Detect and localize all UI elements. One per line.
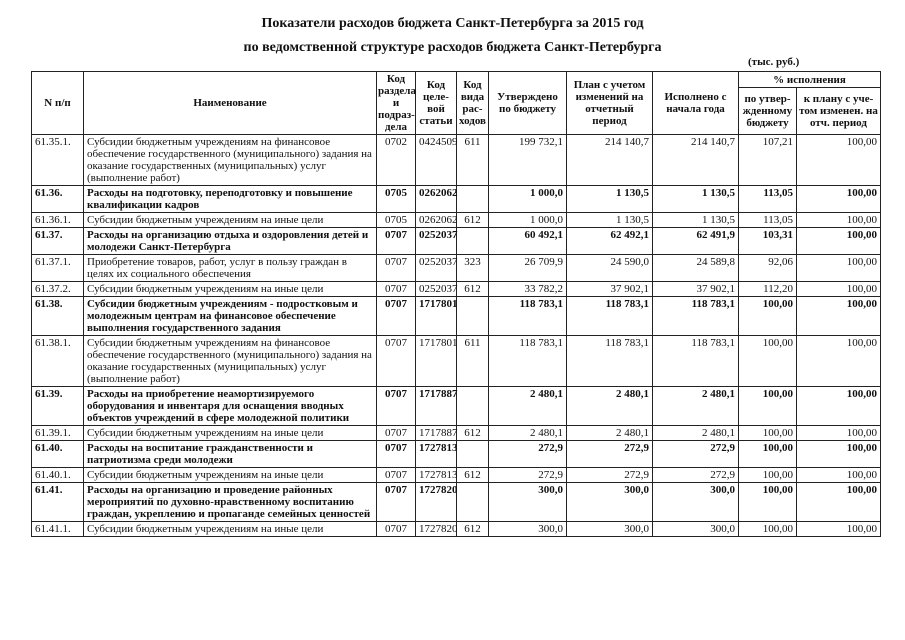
row-pct-plan: 100,00 xyxy=(797,336,881,387)
row-razdel: 0707 xyxy=(377,297,416,336)
row-razdel: 0707 xyxy=(377,336,416,387)
row-statya: 1727820 xyxy=(416,522,457,537)
row-statya: 1727813 xyxy=(416,441,457,468)
row-razdel: 0705 xyxy=(377,213,416,228)
row-name: Субсидии бюджетным учреждениям на финансовое обеспечение государственного (муниципального) задания на оказание государственных (муниципальных) услуг (выполнение работ) xyxy=(84,135,377,186)
row-pct-approved: 100,00 xyxy=(739,441,797,468)
row-razdel: 0707 xyxy=(377,522,416,537)
row-razdel: 0707 xyxy=(377,441,416,468)
row-pct-approved: 92,06 xyxy=(739,255,797,282)
row-pct-plan: 100,00 xyxy=(797,522,881,537)
table-row xyxy=(32,441,881,468)
table-row xyxy=(32,135,881,186)
row-approved: 1 000,0 xyxy=(489,186,567,213)
row-pct-approved: 100,00 xyxy=(739,483,797,522)
row-approved: 1 000,0 xyxy=(489,213,567,228)
row-razdel: 0705 xyxy=(377,186,416,213)
row-pct-plan: 100,00 xyxy=(797,282,881,297)
row-executed: 2 480,1 xyxy=(653,387,739,426)
row-approved: 272,9 xyxy=(489,441,567,468)
row-executed: 2 480,1 xyxy=(653,426,739,441)
row-name: Субсидии бюджетным учреждениям на иные цели xyxy=(84,213,377,228)
row-vid: 323 xyxy=(457,255,489,282)
row-executed: 62 491,9 xyxy=(653,228,739,255)
row-pct-approved: 100,00 xyxy=(739,336,797,387)
row-statya: 1727820 xyxy=(416,483,457,522)
row-executed: 118 783,1 xyxy=(653,336,739,387)
row-statya: 0424509 xyxy=(416,135,457,186)
row-pct-approved: 100,00 xyxy=(739,297,797,336)
row-name: Приобретение товаров, работ, услуг в пользу граждан в целях их социального обеспечения xyxy=(84,255,377,282)
budget-table xyxy=(31,71,881,537)
row-pct-approved: 100,00 xyxy=(739,522,797,537)
row-vid: 611 xyxy=(457,336,489,387)
row-approved: 33 782,2 xyxy=(489,282,567,297)
row-num: 61.37. xyxy=(32,228,84,255)
row-statya: 0252037 xyxy=(416,282,457,297)
col-header-num: N п/п xyxy=(32,72,84,135)
row-razdel: 0707 xyxy=(377,426,416,441)
report-title-line-1: Показатели расходов бюджета Санкт-Петербурга за 2015 год xyxy=(261,16,644,31)
table-row xyxy=(32,522,881,537)
row-vid: 612 xyxy=(457,282,489,297)
row-statya: 0262062 xyxy=(416,213,457,228)
row-pct-approved: 113,05 xyxy=(739,213,797,228)
row-plan: 37 902,1 xyxy=(567,282,653,297)
row-pct-plan: 100,00 xyxy=(797,387,881,426)
row-vid xyxy=(457,297,489,336)
row-vid xyxy=(457,483,489,522)
row-num: 61.38.1. xyxy=(32,336,84,387)
row-name: Расходы на приобретение неамортизируемого оборудования и инвентаря для оснащения вводных объектов учреждений в сфере молодежной политики xyxy=(84,387,377,426)
row-plan: 118 783,1 xyxy=(567,336,653,387)
row-pct-approved: 100,00 xyxy=(739,468,797,483)
row-name: Расходы на организацию отдыха и оздоровления детей и молодежи Санкт-Петербурга xyxy=(84,228,377,255)
row-name: Субсидии бюджетным учреждениям на иные цели xyxy=(84,468,377,483)
row-vid: 611 xyxy=(457,135,489,186)
row-vid: 612 xyxy=(457,522,489,537)
table-row xyxy=(32,387,881,426)
row-executed: 300,0 xyxy=(653,483,739,522)
table-row xyxy=(32,483,881,522)
row-num: 61.35.1. xyxy=(32,135,84,186)
row-razdel: 0707 xyxy=(377,483,416,522)
col-header-statya: Код целе-вой статьи xyxy=(416,72,457,135)
row-statya: 0252037 xyxy=(416,228,457,255)
row-vid xyxy=(457,186,489,213)
row-statya: 1717887 xyxy=(416,426,457,441)
row-num: 61.40.1. xyxy=(32,468,84,483)
row-plan: 1 130,5 xyxy=(567,213,653,228)
row-pct-plan: 100,00 xyxy=(797,468,881,483)
row-num: 61.36. xyxy=(32,186,84,213)
row-razdel: 0702 xyxy=(377,135,416,186)
table-row xyxy=(32,426,881,441)
table-row xyxy=(32,228,881,255)
row-executed: 272,9 xyxy=(653,441,739,468)
row-num: 61.37.1. xyxy=(32,255,84,282)
row-pct-approved: 103,31 xyxy=(739,228,797,255)
col-header-pct-approved: по утвер-жденному бюджету xyxy=(739,88,797,135)
row-name: Субсидии бюджетным учреждениям на финансовое обеспечение государственного (муниципального) задания на оказание государственных (муниципальных) услуг (выполнение работ) xyxy=(84,336,377,387)
table-row xyxy=(32,297,881,336)
col-header-pct-plan: к плану с уче-том изменен. на отч. период xyxy=(797,88,881,135)
col-header-vid: Код вида рас-ходов xyxy=(457,72,489,135)
row-pct-plan: 100,00 xyxy=(797,213,881,228)
row-executed: 300,0 xyxy=(653,522,739,537)
row-num: 61.37.2. xyxy=(32,282,84,297)
row-plan: 118 783,1 xyxy=(567,297,653,336)
row-plan: 1 130,5 xyxy=(567,186,653,213)
row-pct-plan: 100,00 xyxy=(797,186,881,213)
row-statya: 1727813 xyxy=(416,468,457,483)
row-razdel: 0707 xyxy=(377,282,416,297)
row-statya: 0262062 xyxy=(416,186,457,213)
row-vid xyxy=(457,387,489,426)
row-pct-plan: 100,00 xyxy=(797,297,881,336)
row-plan: 272,9 xyxy=(567,468,653,483)
row-name: Субсидии бюджетным учреждениям на иные цели xyxy=(84,426,377,441)
row-statya: 1717887 xyxy=(416,387,457,426)
col-header-name: Наименование xyxy=(84,72,377,135)
row-executed: 1 130,5 xyxy=(653,186,739,213)
row-razdel: 0707 xyxy=(377,387,416,426)
row-num: 61.40. xyxy=(32,441,84,468)
row-plan: 272,9 xyxy=(567,441,653,468)
row-executed: 118 783,1 xyxy=(653,297,739,336)
row-statya: 1717801 xyxy=(416,297,457,336)
row-approved: 118 783,1 xyxy=(489,297,567,336)
row-name: Субсидии бюджетным учреждениям - подростковым и молодежным центрам на финансовое обеспечение выполнения государственного задания xyxy=(84,297,377,336)
row-approved: 199 732,1 xyxy=(489,135,567,186)
row-approved: 60 492,1 xyxy=(489,228,567,255)
units-label: (тыс. руб.) xyxy=(748,56,800,68)
row-vid xyxy=(457,441,489,468)
row-executed: 214 140,7 xyxy=(653,135,739,186)
row-executed: 37 902,1 xyxy=(653,282,739,297)
row-razdel: 0707 xyxy=(377,468,416,483)
row-approved: 272,9 xyxy=(489,468,567,483)
row-pct-approved: 113,05 xyxy=(739,186,797,213)
table-row xyxy=(32,336,881,387)
row-name: Субсидии бюджетным учреждениям на иные цели xyxy=(84,282,377,297)
row-vid: 612 xyxy=(457,426,489,441)
row-approved: 118 783,1 xyxy=(489,336,567,387)
row-vid xyxy=(457,228,489,255)
row-pct-approved: 107,21 xyxy=(739,135,797,186)
table-row xyxy=(32,255,881,282)
row-approved: 2 480,1 xyxy=(489,387,567,426)
table-row xyxy=(32,186,881,213)
row-plan: 2 480,1 xyxy=(567,426,653,441)
row-statya: 1717801 xyxy=(416,336,457,387)
row-plan: 300,0 xyxy=(567,522,653,537)
row-razdel: 0707 xyxy=(377,255,416,282)
row-executed: 24 589,8 xyxy=(653,255,739,282)
row-approved: 300,0 xyxy=(489,483,567,522)
col-header-pct-group: % исполнения xyxy=(739,72,881,88)
row-razdel: 0707 xyxy=(377,228,416,255)
row-plan: 2 480,1 xyxy=(567,387,653,426)
col-header-approved: Утверждено по бюджету xyxy=(489,72,567,135)
row-plan: 62 492,1 xyxy=(567,228,653,255)
row-pct-plan: 100,00 xyxy=(797,228,881,255)
row-approved: 2 480,1 xyxy=(489,426,567,441)
row-pct-approved: 100,00 xyxy=(739,426,797,441)
row-approved: 300,0 xyxy=(489,522,567,537)
col-header-plan: План с учетом изменений на отчетный период xyxy=(567,72,653,135)
row-plan: 300,0 xyxy=(567,483,653,522)
row-pct-plan: 100,00 xyxy=(797,426,881,441)
row-plan: 214 140,7 xyxy=(567,135,653,186)
row-num: 61.41.1. xyxy=(32,522,84,537)
row-approved: 26 709,9 xyxy=(489,255,567,282)
row-num: 61.39. xyxy=(32,387,84,426)
row-name: Расходы на воспитание гражданственности и патриотизма среди молодежи xyxy=(84,441,377,468)
row-pct-plan: 100,00 xyxy=(797,135,881,186)
row-pct-approved: 112,20 xyxy=(739,282,797,297)
table-row xyxy=(32,468,881,483)
row-num: 61.36.1. xyxy=(32,213,84,228)
row-num: 61.38. xyxy=(32,297,84,336)
row-name: Расходы на организацию и проведение районных мероприятий по духовно-нравственному воспитанию граждан, укреплению и пропаганде семейных ценностей xyxy=(84,483,377,522)
row-num: 61.41. xyxy=(32,483,84,522)
row-name: Субсидии бюджетным учреждениям на иные цели xyxy=(84,522,377,537)
row-pct-approved: 100,00 xyxy=(739,387,797,426)
table-row xyxy=(32,213,881,228)
row-executed: 272,9 xyxy=(653,468,739,483)
col-header-razdel: Код раздела и подраз-дела xyxy=(378,73,416,133)
row-vid: 612 xyxy=(457,213,489,228)
row-executed: 1 130,5 xyxy=(653,213,739,228)
row-pct-plan: 100,00 xyxy=(797,483,881,522)
row-pct-plan: 100,00 xyxy=(797,255,881,282)
table-row xyxy=(32,282,881,297)
report-title-line-2: по ведомственной структуре расходов бюджета Санкт-Петербурга xyxy=(243,40,662,55)
row-plan: 24 590,0 xyxy=(567,255,653,282)
row-name: Расходы на подготовку, переподготовку и повышение квалификации кадров xyxy=(84,186,377,213)
row-pct-plan: 100,00 xyxy=(797,441,881,468)
row-statya: 0252037 xyxy=(416,255,457,282)
row-vid: 612 xyxy=(457,468,489,483)
row-num: 61.39.1. xyxy=(32,426,84,441)
col-header-executed: Исполнено с начала года xyxy=(653,72,739,135)
